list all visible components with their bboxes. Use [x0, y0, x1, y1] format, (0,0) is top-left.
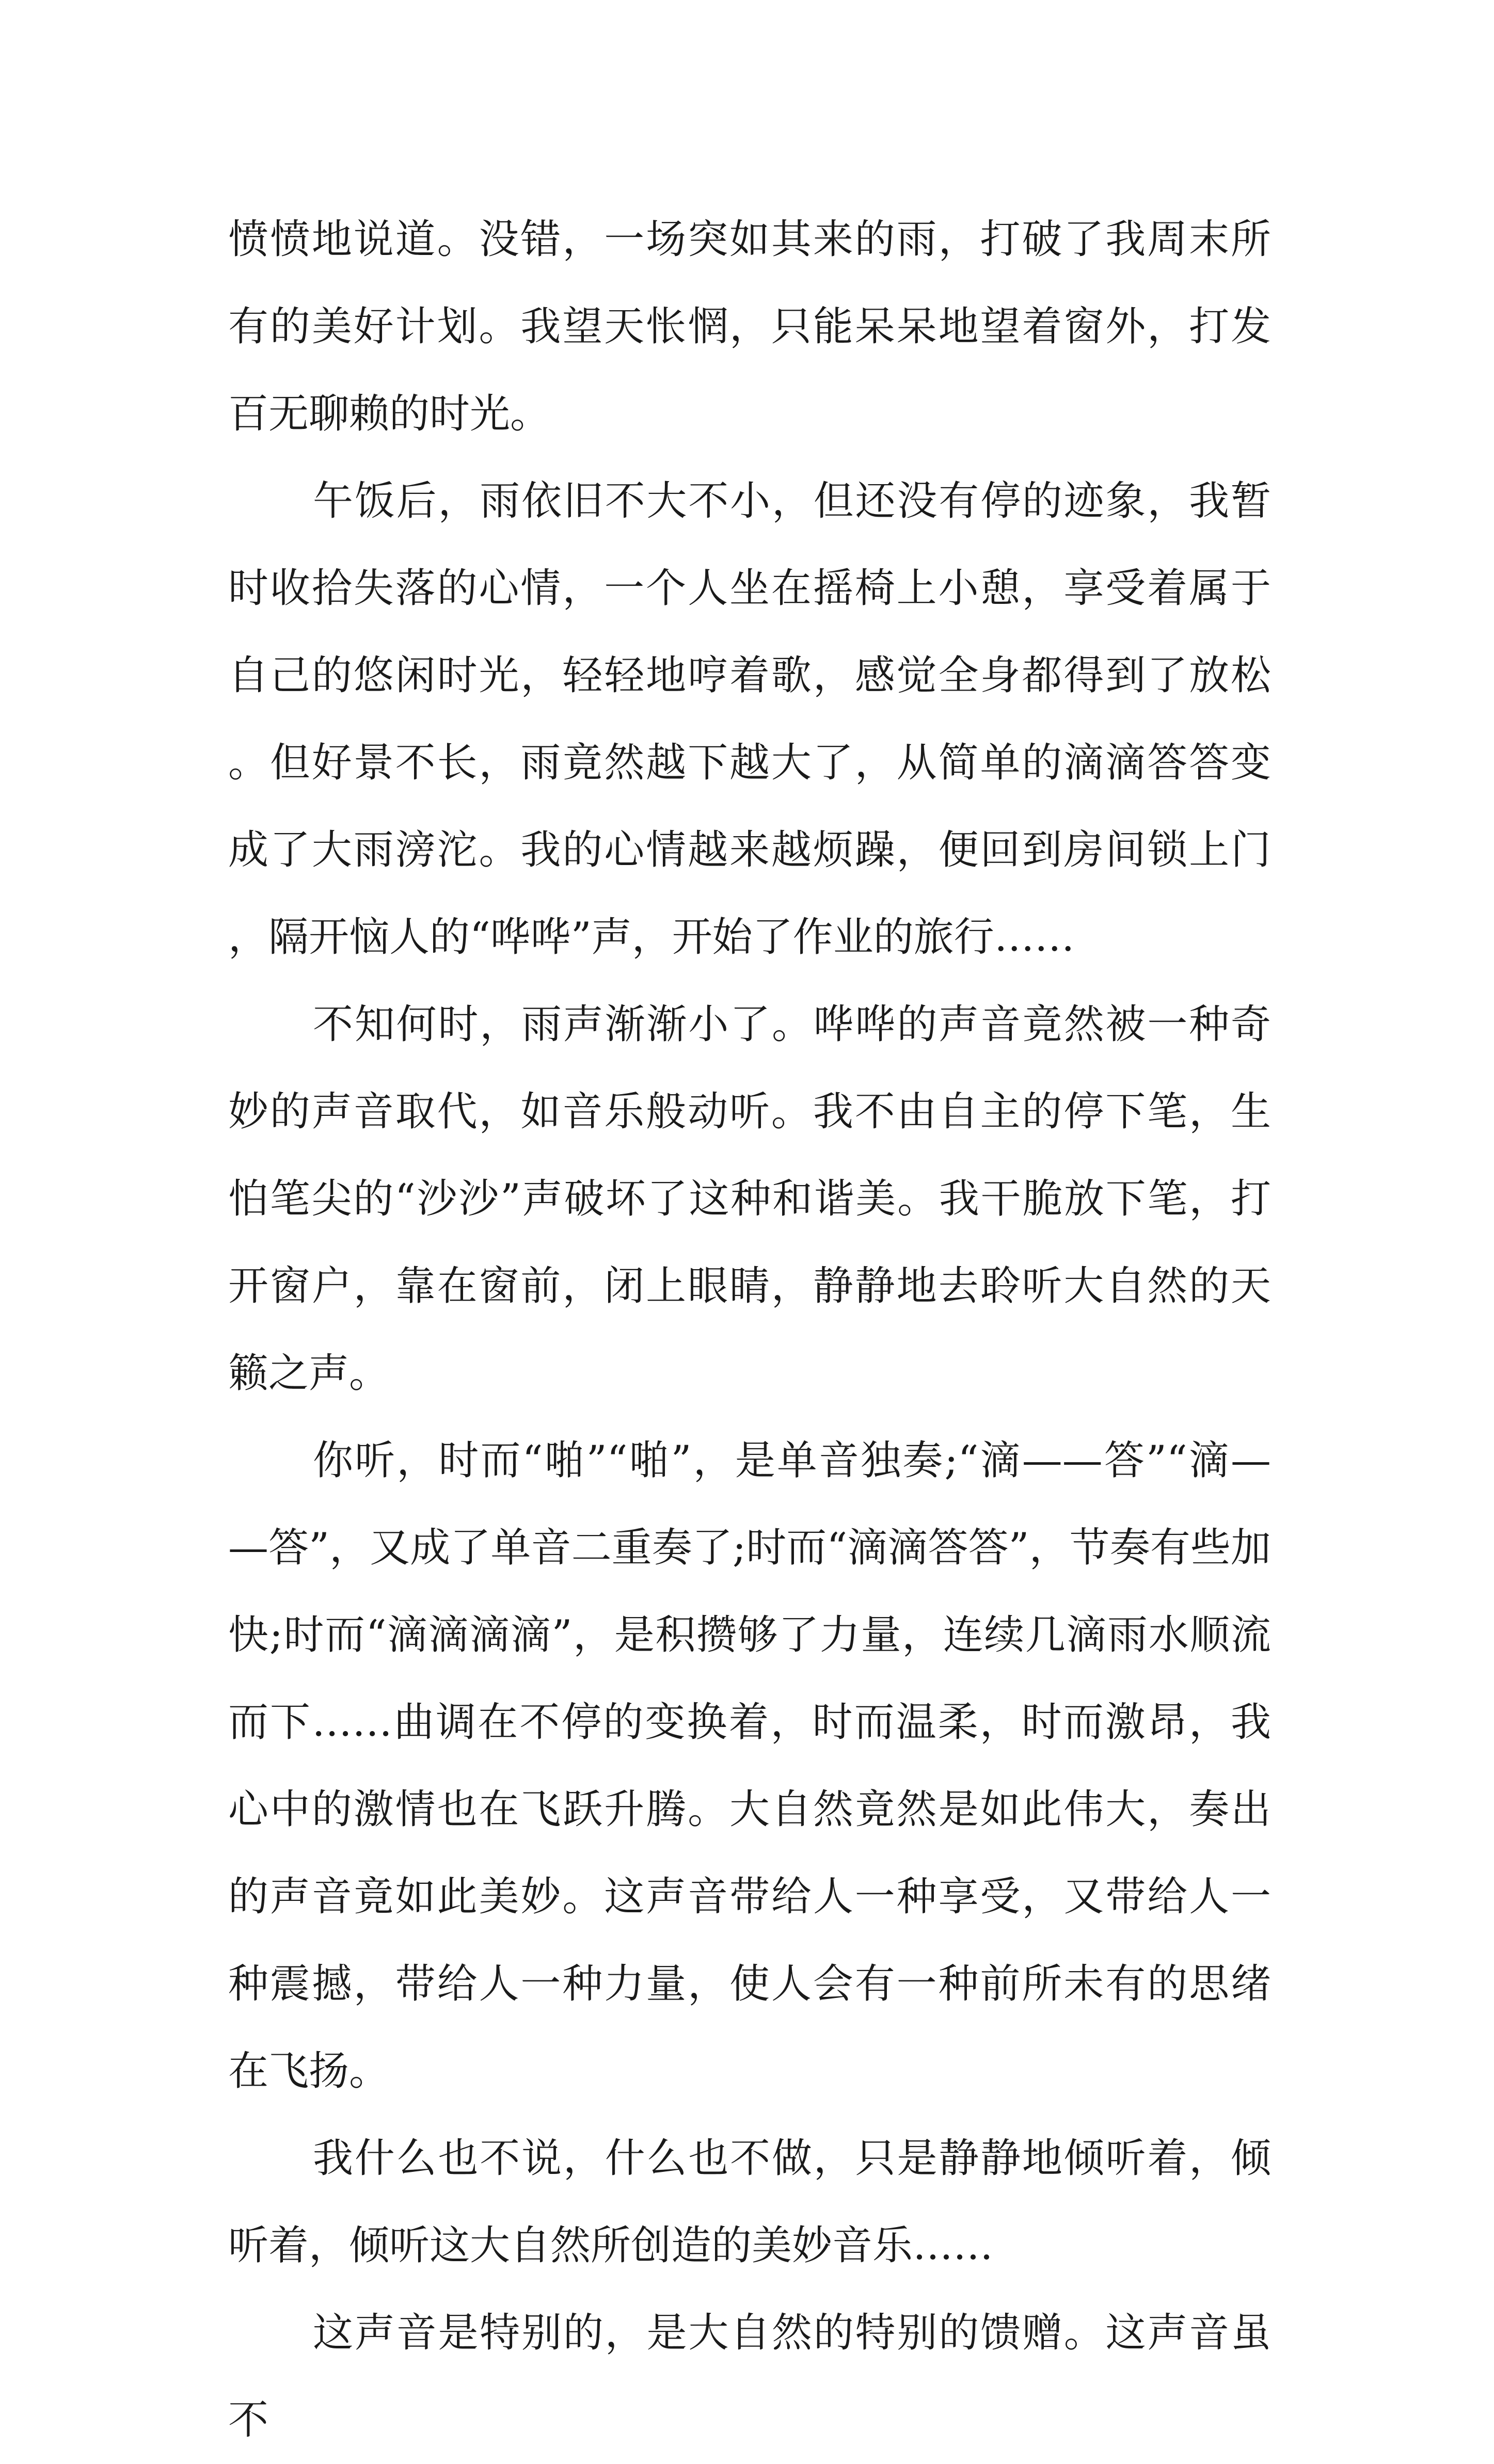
paragraph-1: 愤愤地说道。没错，一场突如其来的雨，打破了我周末所有的美好计划。我望天怅惘，只能呆呆地望着窗外，打发百无聊赖的时光。	[228, 216, 1271, 437]
paragraph-5: 我什么也不说，什么也不做，只是静静地倾听着，倾听着，倾听这大自然所创造的美妙音乐……	[228, 2135, 1271, 2269]
paragraph-6: 这声音是特别的，是大自然的特别的馈赠。这声音虽不	[228, 2310, 1271, 2443]
paragraph-3: 不知何时，雨声渐渐小了。哗哗的声音竟然被一种奇妙的声音取代，如音乐般动听。我不由自主的停下笔，生怕笔尖的“沙沙”声破坏了这种和谐美。我干脆放下笔，打开窗户，靠在窗前，闭上眼睛，静静地去聆听大自然的天籁之声。	[228, 1001, 1271, 1397]
paragraph-2: 午饭后，雨依旧不大不小，但还没有停的迹象，我暂时收拾失落的心情，一个人坐在摇椅上小憩，享受着属于自己的悠闲时光，轻轻地哼着歌，感觉全身都得到了放松。但好景不长，雨竟然越下越大了，从简单的滴滴答答变成了大雨滂沱。我的心情越来越烦躁，便回到房间锁上门，隔开恼人的“哗哗”声，开始了作业的旅行……	[228, 478, 1271, 961]
essay-body	[228, 196, 1271, 2464]
paragraph-4: 你听，时而“啪”“啪”，是单音独奏;“滴——答”“滴——答”，又成了单音二重奏了;时而“滴滴答答”，节奏有些加快;时而“滴滴滴滴”，是积攒够了力量，连续几滴雨水顺流而下……曲调在不停的变换着，时而温柔，时而激昂，我心中的激情也在飞跃升腾。大自然竟然是如此伟大，奏出的声音竟如此美妙。这声音带给人一种享受，又带给人一种震撼，带给人一种力量，使人会有一种前所未有的思绪在飞扬。	[228, 1437, 1271, 2094]
